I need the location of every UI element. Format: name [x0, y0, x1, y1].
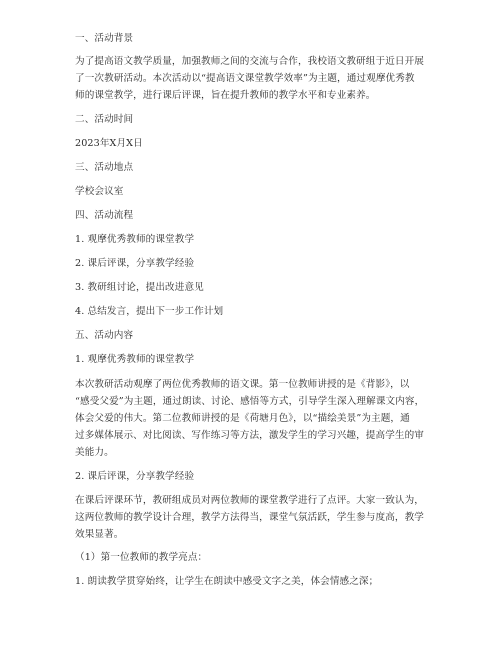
heading-process: 四、活动流程 — [75, 210, 134, 221]
paragraph-line: 了一次教研活动。本次活动以“提高语文课堂教学效率”为主题，通过观摩优秀教 — [75, 73, 415, 84]
subheading: （1）第一位教师的教学亮点： — [75, 552, 208, 563]
subheading: 2. 课后评课，分享教学经验 — [75, 471, 195, 482]
heading-background: 一、活动背景 — [75, 33, 134, 44]
paragraph-line: 这两位教师的教学设计合理，教学方法得当，课堂气氛活跃，学生参与度高，教学 — [75, 512, 424, 523]
list-item: 2. 课后评课，分享教学经验 — [75, 258, 195, 269]
activity-date: 2023年X月X日 — [75, 138, 143, 149]
paragraph-line: 美能力。 — [75, 447, 114, 458]
paragraph-line: 师的课堂教学，进行课后评课，旨在提升教师的教学水平和专业素养。 — [75, 90, 376, 101]
activity-location: 学校会议室 — [75, 186, 124, 197]
paragraph-line: “感受父爱”为主题，通过朗读、讨论、感悟等方式，引导学生深入理解课文内容， — [75, 396, 425, 407]
paragraph-line: 在课后评课环节，教研组成员对两位教师的课堂教学进行了点评。大家一致认为， — [75, 495, 424, 506]
paragraph-line: 效果显著。 — [75, 529, 124, 540]
list-item: 1. 朗读教学贯穿始终，让学生在朗读中感受文字之美，体会情感之深； — [75, 576, 379, 587]
paragraph-line: 体会父爱的伟大。第二位教师讲授的是《荷塘月色》，以“描绘美景”为主题，通 — [75, 413, 410, 424]
list-item: 3. 教研组讨论，提出改进意见 — [75, 282, 204, 293]
subheading: 1. 观摩优秀教师的课堂教学 — [75, 354, 195, 365]
paragraph-line: 过多媒体展示、对比阅读、写作练习等方法，激发学生的学习兴趣，提高学生的审 — [75, 430, 424, 441]
heading-time: 二、活动时间 — [75, 114, 134, 125]
heading-content: 五、活动内容 — [75, 330, 134, 341]
paragraph-line: 为了提高语文教学质量，加强教师之间的交流与合作，我校语文教研组于近日开展 — [75, 56, 424, 67]
list-item: 4. 总结发言，提出下一步工作计划 — [75, 306, 224, 317]
heading-location: 三、活动地点 — [75, 162, 134, 173]
paragraph-line: 本次教研活动观摩了两位优秀教师的语文课。第一位教师讲授的是《背影》，以 — [75, 379, 410, 390]
list-item: 1. 观摩优秀教师的课堂教学 — [75, 234, 195, 245]
